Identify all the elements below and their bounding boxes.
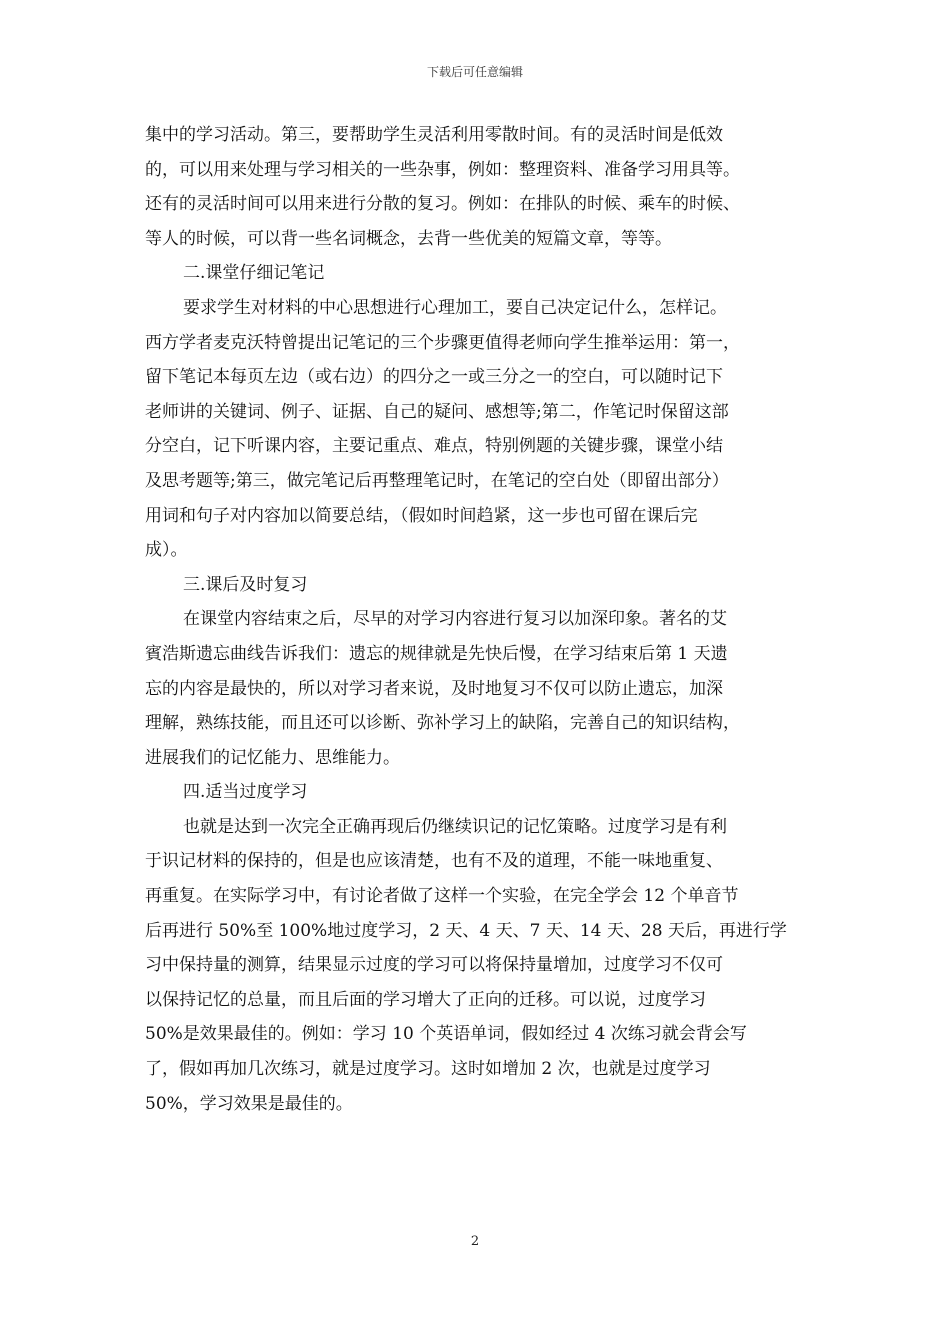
text-line: 老师讲的关键词、例子、证据、自己的疑问、感想等;第二，作笔记时保留这部	[145, 401, 729, 422]
text-line: 等人的时候，可以背一些名词概念，去背一些优美的短篇文章，等等。	[145, 228, 672, 249]
text-line: 50%是效果最佳的。例如：学习 10 个英语单词，假如经过 4 次练习就会背会写	[145, 1024, 747, 1045]
text-line: 习中保持量的测算，结果显示过度的学习可以将保持量增加，过度学习不仅可	[145, 955, 723, 976]
text-line: 忘的内容是最快的，所以对学习者来说，及时地复习不仅可以防止遗忘，加深	[145, 678, 723, 699]
text-line: 以保持记忆的总量，而且后面的学习增大了正向的迁移。可以说，过度学习	[145, 989, 706, 1010]
text-line: 进展我们的记忆能力、思维能力。	[145, 747, 400, 768]
text-line: 的，可以用来处理与学习相关的一些杂事，例如：整理资料、准备学习用具等。	[145, 159, 740, 180]
text-line: 分空白，记下听课内容，主要记重点、难点，特别例题的关键步骤，课堂小结	[145, 436, 723, 457]
text-line: 50%，学习效果是最佳的。	[145, 1093, 353, 1114]
text-line: 及思考题等;第三，做完笔记后再整理笔记时，在笔记的空白处（即留出部分）	[145, 470, 729, 491]
text-line: 要求学生对材料的中心思想进行心理加工，要自己决定记什么，怎样记。	[183, 297, 727, 318]
section-heading: 三.课后及时复习	[183, 574, 308, 595]
section-heading: 四.适当过度学习	[183, 782, 308, 803]
text-line: 也就是达到一次完全正确再现后仍继续识记的记忆策略。过度学习是有利	[183, 816, 727, 837]
page-header: 下载后可任意编辑	[426, 65, 523, 79]
text-line: 再重复。在实际学习中，有讨论者做了这样一个实验，在完全学会 12 个单音节	[145, 886, 739, 907]
section-heading: 二.课堂仔细记笔记	[183, 263, 325, 284]
page-number: 2	[470, 1234, 480, 1249]
text-line: 西方学者麦克沃特曾提出记笔记的三个步骤更值得老师向学生推举运用：第一，	[145, 332, 740, 353]
text-line: 于识记材料的保持的，但是也应该清楚，也有不及的道理，不能一味地重复、	[145, 851, 723, 872]
text-line: 了，假如再加几次练习，就是过度学习。这时如增加 2 次，也就是过度学习	[145, 1059, 711, 1080]
text-line: 理解，熟练技能，而且还可以诊断、弥补学习上的缺陷，完善自己的知识结构，	[145, 713, 740, 734]
document-body	[145, 118, 810, 1121]
text-line: 用词和句子对内容加以简要总结，（假如时间趋紧，这一步也可留在课后完	[145, 505, 698, 526]
text-line: 賓浩斯遗忘曲线告诉我们：遗忘的规律就是先快后慢，在学习结束后第 1 天遗	[145, 643, 728, 664]
text-line: 集中的学习活动。第三，要帮助学生灵活利用零散时间。有的灵活时间是低效	[145, 125, 723, 145]
text-line: 在课堂内容结束之后，尽早的对学习内容进行复习以加深印象。著名的艾	[183, 609, 727, 630]
text-line: 留下笔记本每页左边（或右边）的四分之一或三分之一的空白，可以随时记下	[145, 367, 723, 388]
text-line: 成）。	[145, 540, 188, 561]
text-line: 还有的灵活时间可以用来进行分散的复习。例如：在排队的时候、乘车的时候、	[145, 194, 740, 215]
text-line: 后再进行 50%至 100%地过度学习，2 天、4 天、7 天、14 天、28 天后，再进行学	[145, 920, 787, 941]
